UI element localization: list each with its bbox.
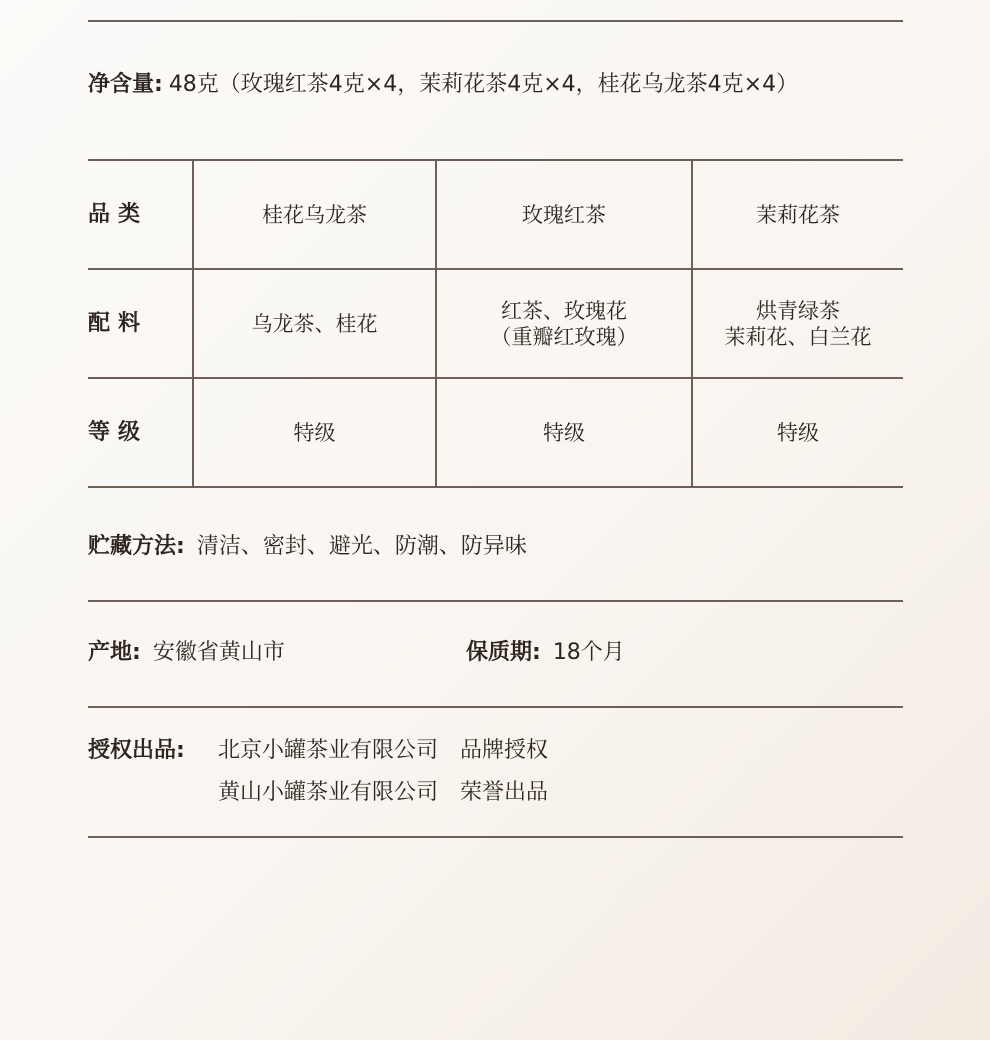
category-cell: 茉莉花茶 [692,160,903,269]
ingredients-line: （重瓣红玫瑰） [490,324,638,349]
net-content-value: 48克（玫瑰红茶4克×4，茉莉花茶4克×4，桂花乌龙茶4克×4） [168,72,799,97]
category-cell: 桂花乌龙茶 [193,160,436,269]
shelf-life-label: 保质期: [466,640,541,665]
ingredients-line: 乌龙茶、桂花 [251,311,378,336]
row-header-ingredients: 配料 [88,269,193,378]
authorization-company: 黄山小罐茶业有限公司 [218,780,439,805]
table-row-grade [88,378,903,487]
authorization-label: 授权出品: [88,738,185,763]
net-content-label: 净含量: [88,72,163,97]
storage-line [88,536,527,558]
shelf-life-line [466,642,625,664]
divider-rule [88,706,903,708]
category-cell: 玫瑰红茶 [436,160,692,269]
authorization-entry [218,740,548,762]
ingredients-line: 红茶、玫瑰花 [501,298,627,323]
shelf-life-value: 18个月 [552,640,625,665]
table-row-ingredients [88,269,903,378]
ingredients-cell [193,269,436,378]
ingredients-cell [436,269,692,378]
row-header-grade: 等级 [88,378,193,487]
grade-cell: 特级 [692,378,903,487]
top-rule [88,20,903,22]
authorization-role: 荣誉出品 [460,780,549,805]
storage-label: 贮藏方法: [88,534,185,559]
table-row-category [88,160,903,269]
authorization-role: 品牌授权 [460,738,549,763]
divider-rule [88,600,903,602]
origin-value: 安徽省黄山市 [152,640,285,665]
ingredients-line: 茉莉花、白兰花 [724,324,872,349]
origin-line [88,642,285,664]
storage-value: 清洁、密封、避光、防潮、防异味 [196,534,527,559]
bottom-rule [88,836,903,838]
grade-cell: 特级 [436,378,692,487]
ingredients-line: 烘青绿茶 [756,298,840,323]
net-content-line [88,74,798,96]
row-header-category: 品类 [88,160,193,269]
ingredients-cell [692,269,903,378]
grade-cell: 特级 [193,378,436,487]
authorization-company: 北京小罐茶业有限公司 [218,738,439,763]
origin-label: 产地: [88,640,141,665]
authorization-entry [218,782,548,804]
spec-table [88,159,903,488]
